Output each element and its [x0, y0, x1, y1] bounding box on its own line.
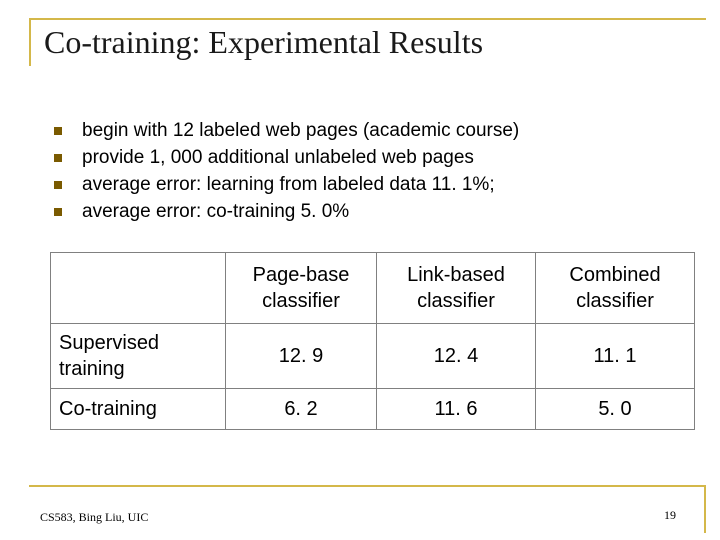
table-header-cell: Combined classifier — [536, 253, 695, 324]
bottom-accent-bar — [29, 485, 706, 487]
bullet-text: average error: learning from labeled data 11. 1%; — [82, 174, 495, 195]
table-header-empty — [51, 253, 226, 324]
table-header-row — [51, 253, 695, 324]
bullet-text: average error: co-training 5. 0% — [82, 201, 350, 222]
bottom-right-accent-bar — [704, 485, 706, 533]
table-row — [51, 389, 695, 430]
square-bullet-icon — [54, 181, 62, 189]
results-table — [50, 252, 695, 430]
slide-title: Co-training: Experimental Results — [44, 24, 484, 60]
top-accent-bar — [29, 18, 706, 20]
table-cell: 12. 9 — [226, 324, 377, 389]
left-accent-bar — [29, 18, 31, 66]
square-bullet-icon — [54, 154, 62, 162]
table-header-cell: Link-based classifier — [377, 253, 536, 324]
row-label: Co-training — [51, 389, 226, 430]
bullet-text: provide 1, 000 additional unlabeled web pages — [82, 147, 474, 168]
table-header-cell: Page-base classifier — [226, 253, 377, 324]
table-cell: 6. 2 — [226, 389, 377, 430]
table-row — [51, 324, 695, 389]
row-label: Supervised training — [51, 324, 226, 389]
square-bullet-icon — [54, 127, 62, 135]
square-bullet-icon — [54, 208, 62, 216]
table-cell: 5. 0 — [536, 389, 695, 430]
table-cell: 11. 6 — [377, 389, 536, 430]
bullet-text: begin with 12 labeled web pages (academic course) — [82, 120, 520, 141]
page-number: 19 — [664, 508, 676, 522]
footer-credit: CS583, Bing Liu, UIC — [40, 510, 149, 524]
table-cell: 11. 1 — [536, 324, 695, 389]
table-cell: 12. 4 — [377, 324, 536, 389]
